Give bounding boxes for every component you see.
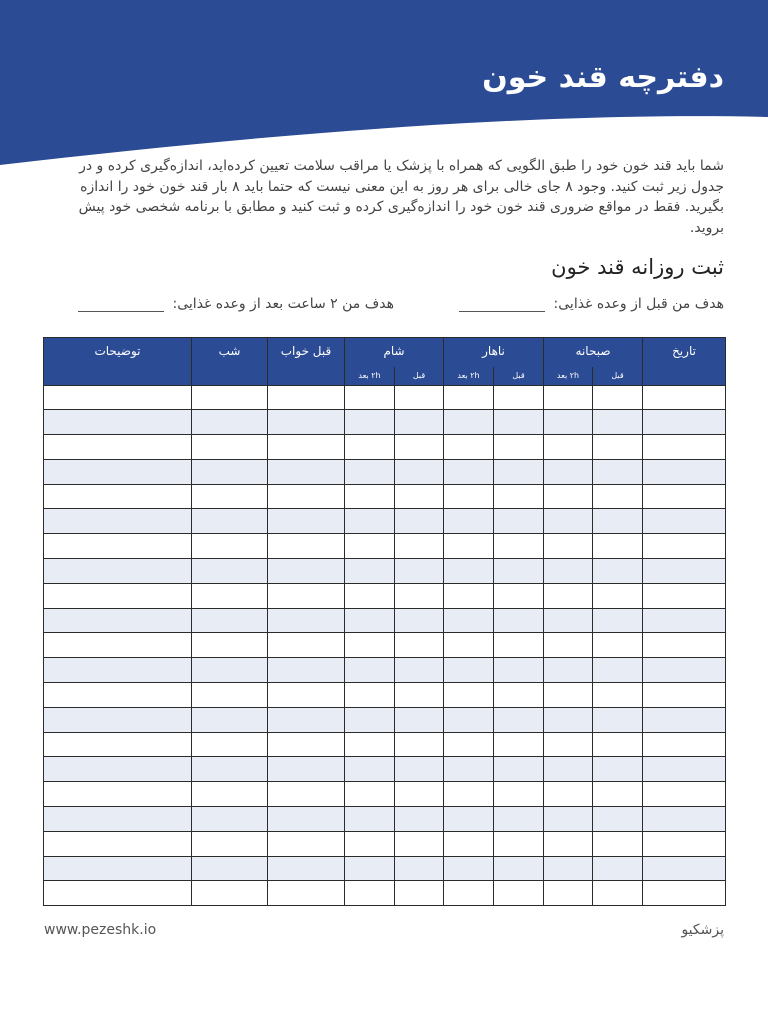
table-cell[interactable]: [268, 658, 345, 683]
table-cell[interactable]: [444, 732, 494, 757]
table-cell[interactable]: [395, 459, 444, 484]
table-cell[interactable]: [345, 559, 395, 584]
header-night: شب: [192, 338, 268, 386]
table-cell[interactable]: [268, 881, 345, 906]
table-cell[interactable]: [192, 608, 268, 633]
table-cell[interactable]: [192, 484, 268, 509]
table-cell[interactable]: [345, 782, 395, 807]
table-cell[interactable]: [444, 633, 494, 658]
table-cell[interactable]: [494, 658, 544, 683]
table-cell[interactable]: [192, 831, 268, 856]
table-cell[interactable]: [395, 807, 444, 832]
table-cell[interactable]: [268, 410, 345, 435]
table-cell[interactable]: [593, 856, 643, 881]
table-cell[interactable]: [544, 534, 593, 559]
table-cell[interactable]: [494, 435, 544, 460]
sub-header-after: ۲h بعد: [544, 367, 593, 386]
table-cell[interactable]: [395, 410, 444, 435]
table-cell[interactable]: [192, 881, 268, 906]
table-cell[interactable]: [395, 484, 444, 509]
header-dinner: شام: [345, 338, 444, 367]
table-cell[interactable]: [593, 583, 643, 608]
table-cell[interactable]: [44, 583, 192, 608]
table-row: [44, 435, 726, 460]
target-after-meal-blank[interactable]: [78, 299, 164, 312]
table-cell[interactable]: [345, 385, 395, 410]
table-cell[interactable]: [268, 683, 345, 708]
table-cell[interactable]: [268, 385, 345, 410]
table-cell[interactable]: [544, 385, 593, 410]
table-cell[interactable]: [494, 807, 544, 832]
table-cell[interactable]: [643, 459, 726, 484]
table-cell[interactable]: [643, 608, 726, 633]
table-cell[interactable]: [345, 509, 395, 534]
table-cell[interactable]: [643, 782, 726, 807]
table-cell[interactable]: [268, 435, 345, 460]
table-cell[interactable]: [593, 509, 643, 534]
table-cell[interactable]: [345, 831, 395, 856]
footer-url[interactable]: www.pezeshk.io: [44, 922, 157, 938]
table-row: [44, 459, 726, 484]
target-before-meal: [459, 296, 724, 312]
table-cell[interactable]: [593, 757, 643, 782]
table-cell[interactable]: [593, 608, 643, 633]
table-cell[interactable]: [444, 683, 494, 708]
table-cell[interactable]: [192, 782, 268, 807]
table-cell[interactable]: [444, 707, 494, 732]
table-cell[interactable]: [395, 707, 444, 732]
table-cell[interactable]: [544, 757, 593, 782]
header-notes: توضیحات: [44, 338, 192, 386]
table-cell[interactable]: [268, 484, 345, 509]
table-cell[interactable]: [494, 459, 544, 484]
table-cell[interactable]: [593, 807, 643, 832]
table-cell[interactable]: [345, 658, 395, 683]
table-cell[interactable]: [643, 683, 726, 708]
table-cell[interactable]: [192, 856, 268, 881]
table-cell[interactable]: [593, 559, 643, 584]
table-cell[interactable]: [345, 856, 395, 881]
table-cell[interactable]: [593, 782, 643, 807]
table-cell[interactable]: [593, 633, 643, 658]
table-cell[interactable]: [593, 385, 643, 410]
table-cell[interactable]: [544, 831, 593, 856]
table-cell[interactable]: [544, 683, 593, 708]
table-cell[interactable]: [444, 856, 494, 881]
target-before-meal-label: هدف من قبل از وعده غذایی:: [553, 296, 724, 312]
table-cell[interactable]: [494, 385, 544, 410]
table-row: [44, 509, 726, 534]
table-cell[interactable]: [44, 782, 192, 807]
table-cell[interactable]: [643, 534, 726, 559]
section-title: ثبت روزانه قند خون: [551, 255, 724, 279]
table-cell[interactable]: [444, 583, 494, 608]
table-cell[interactable]: [444, 559, 494, 584]
table-cell[interactable]: [643, 807, 726, 832]
table-cell[interactable]: [444, 385, 494, 410]
table-cell[interactable]: [593, 683, 643, 708]
table-cell[interactable]: [345, 534, 395, 559]
table-cell[interactable]: [345, 608, 395, 633]
table-cell[interactable]: [192, 732, 268, 757]
table-row: [44, 856, 726, 881]
table-cell[interactable]: [345, 807, 395, 832]
table-cell[interactable]: [395, 683, 444, 708]
table-cell[interactable]: [444, 435, 494, 460]
table-row: [44, 583, 726, 608]
table-cell[interactable]: [593, 707, 643, 732]
table-cell[interactable]: [192, 459, 268, 484]
table-cell[interactable]: [268, 831, 345, 856]
table-cell[interactable]: [44, 435, 192, 460]
table-cell[interactable]: [345, 633, 395, 658]
table-cell[interactable]: [44, 484, 192, 509]
sub-header-before: قبل: [494, 367, 544, 386]
table-row: [44, 633, 726, 658]
table-cell[interactable]: [345, 484, 395, 509]
table-cell[interactable]: [643, 410, 726, 435]
table-cell[interactable]: [494, 534, 544, 559]
table-cell[interactable]: [268, 534, 345, 559]
table-row: [44, 410, 726, 435]
table-cell[interactable]: [643, 633, 726, 658]
table-cell[interactable]: [494, 509, 544, 534]
table-row: [44, 683, 726, 708]
table-cell[interactable]: [444, 757, 494, 782]
table-cell[interactable]: [444, 410, 494, 435]
table-cell[interactable]: [268, 732, 345, 757]
table-cell[interactable]: [395, 559, 444, 584]
table-cell[interactable]: [593, 658, 643, 683]
sub-header-before: قبل: [593, 367, 643, 386]
table-cell[interactable]: [395, 435, 444, 460]
table-cell[interactable]: [44, 683, 192, 708]
table-cell[interactable]: [395, 509, 444, 534]
table-cell[interactable]: [544, 782, 593, 807]
table-cell[interactable]: [544, 583, 593, 608]
table-cell[interactable]: [444, 534, 494, 559]
table-cell[interactable]: [345, 757, 395, 782]
table-cell[interactable]: [44, 608, 192, 633]
table-cell[interactable]: [494, 583, 544, 608]
table-cell[interactable]: [544, 658, 593, 683]
table-cell[interactable]: [192, 757, 268, 782]
target-after-meal-label: هدف من ۲ ساعت بعد از وعده غذایی:: [172, 296, 394, 312]
table-cell[interactable]: [395, 633, 444, 658]
table-cell[interactable]: [395, 856, 444, 881]
table-cell[interactable]: [44, 559, 192, 584]
table-cell[interactable]: [268, 757, 345, 782]
table-cell[interactable]: [444, 831, 494, 856]
table-cell[interactable]: [544, 707, 593, 732]
table-cell[interactable]: [494, 683, 544, 708]
table-cell[interactable]: [44, 385, 192, 410]
table-cell[interactable]: [444, 484, 494, 509]
table-cell[interactable]: [268, 633, 345, 658]
table-cell[interactable]: [268, 707, 345, 732]
table-cell[interactable]: [44, 707, 192, 732]
table-row: [44, 484, 726, 509]
table-cell[interactable]: [593, 831, 643, 856]
footer-brand: پزشکیو: [681, 922, 724, 938]
table-cell[interactable]: [345, 459, 395, 484]
table-cell[interactable]: [444, 807, 494, 832]
table-cell[interactable]: [44, 658, 192, 683]
table-cell[interactable]: [544, 633, 593, 658]
table-row: [44, 559, 726, 584]
table-row: [44, 608, 726, 633]
table-cell[interactable]: [192, 683, 268, 708]
table-cell[interactable]: [643, 732, 726, 757]
table-row: [44, 658, 726, 683]
table-cell[interactable]: [593, 881, 643, 906]
table-cell[interactable]: [494, 608, 544, 633]
table-cell[interactable]: [192, 435, 268, 460]
header-lunch: ناهار: [444, 338, 544, 367]
table-cell[interactable]: [44, 509, 192, 534]
table-cell[interactable]: [544, 807, 593, 832]
table-cell[interactable]: [192, 534, 268, 559]
header-before-sleep: قبل خواب: [268, 338, 345, 386]
table-cell[interactable]: [345, 683, 395, 708]
table-cell[interactable]: [44, 633, 192, 658]
table-cell[interactable]: [544, 459, 593, 484]
table-cell[interactable]: [544, 881, 593, 906]
table-cell[interactable]: [544, 509, 593, 534]
table-cell[interactable]: [544, 435, 593, 460]
table-cell[interactable]: [192, 807, 268, 832]
table-cell[interactable]: [544, 559, 593, 584]
target-before-meal-blank[interactable]: [459, 299, 545, 312]
table-cell[interactable]: [192, 509, 268, 534]
table-cell[interactable]: [268, 459, 345, 484]
table-cell[interactable]: [44, 757, 192, 782]
table-cell[interactable]: [643, 707, 726, 732]
table-cell[interactable]: [268, 509, 345, 534]
table-cell[interactable]: [345, 410, 395, 435]
table-cell[interactable]: [494, 484, 544, 509]
table-cell[interactable]: [395, 534, 444, 559]
table-cell[interactable]: [395, 658, 444, 683]
table-row: [44, 782, 726, 807]
table-cell[interactable]: [494, 856, 544, 881]
table-cell[interactable]: [643, 509, 726, 534]
table-cell[interactable]: [593, 435, 643, 460]
table-cell[interactable]: [345, 435, 395, 460]
table-cell[interactable]: [494, 831, 544, 856]
table-cell[interactable]: [494, 633, 544, 658]
table-cell[interactable]: [395, 881, 444, 906]
table-cell[interactable]: [345, 732, 395, 757]
table-cell[interactable]: [593, 410, 643, 435]
table-cell[interactable]: [192, 633, 268, 658]
table-cell[interactable]: [395, 385, 444, 410]
table-row: [44, 831, 726, 856]
table-cell[interactable]: [268, 608, 345, 633]
table-cell[interactable]: [494, 881, 544, 906]
table-cell[interactable]: [345, 881, 395, 906]
target-after-meal: [78, 296, 394, 312]
table-cell[interactable]: [395, 583, 444, 608]
table-cell[interactable]: [444, 881, 494, 906]
table-cell[interactable]: [494, 757, 544, 782]
table-cell[interactable]: [643, 484, 726, 509]
table-cell[interactable]: [268, 559, 345, 584]
targets-row: [44, 296, 724, 316]
sub-header-after: ۲h بعد: [444, 367, 494, 386]
table-cell[interactable]: [494, 559, 544, 584]
table-cell[interactable]: [544, 608, 593, 633]
table-cell[interactable]: [345, 583, 395, 608]
page-title: دفترچه قند خون: [482, 60, 724, 95]
table-cell[interactable]: [44, 459, 192, 484]
glucose-log-table: [43, 337, 726, 906]
table-cell[interactable]: [593, 459, 643, 484]
table-cell[interactable]: [444, 509, 494, 534]
table-cell[interactable]: [544, 856, 593, 881]
table-cell[interactable]: [593, 534, 643, 559]
table-cell[interactable]: [643, 831, 726, 856]
table-cell[interactable]: [444, 608, 494, 633]
sub-header-after: ۲h بعد: [345, 367, 395, 386]
table-cell[interactable]: [44, 807, 192, 832]
table-cell[interactable]: [192, 707, 268, 732]
table-cell[interactable]: [544, 484, 593, 509]
table-cell[interactable]: [593, 732, 643, 757]
table-cell[interactable]: [395, 831, 444, 856]
table-cell[interactable]: [268, 807, 345, 832]
table-cell[interactable]: [643, 385, 726, 410]
intro-text: شما باید قند خون خود را طبق الگویی که همراه با پزشک یا مراقب سلامت تعیین کرده‌اید، اندازه‌گیری کرده و در جدول زیر ثبت کنید. وجود ۸ جای خالی برای هر روز به این معنی نیست که حتما باید ۸ بار قند خون خود را اندازه بگیرید. فقط در مواقع ضروری قند خون خود را اندازه‌گیری کرده و ثبت کنید و مطابق با برنامه شخصی خود پیش بروید.: [78, 158, 724, 236]
table-cell[interactable]: [395, 757, 444, 782]
table-cell[interactable]: [44, 732, 192, 757]
table-cell[interactable]: [544, 410, 593, 435]
table-cell[interactable]: [643, 559, 726, 584]
table-cell[interactable]: [593, 484, 643, 509]
table-cell[interactable]: [643, 658, 726, 683]
table-row: [44, 757, 726, 782]
table-row: [44, 707, 726, 732]
table-cell[interactable]: [44, 856, 192, 881]
table-cell[interactable]: [44, 881, 192, 906]
table-cell[interactable]: [444, 782, 494, 807]
table-cell[interactable]: [494, 732, 544, 757]
table-cell[interactable]: [192, 658, 268, 683]
table-cell[interactable]: [643, 757, 726, 782]
table-cell[interactable]: [643, 856, 726, 881]
table-cell[interactable]: [268, 856, 345, 881]
table-cell[interactable]: [643, 583, 726, 608]
table-cell[interactable]: [192, 385, 268, 410]
table-cell[interactable]: [44, 534, 192, 559]
table-cell[interactable]: [494, 707, 544, 732]
table-cell[interactable]: [44, 410, 192, 435]
table-row: [44, 732, 726, 757]
table-cell[interactable]: [268, 782, 345, 807]
table-cell[interactable]: [444, 658, 494, 683]
table-cell[interactable]: [395, 782, 444, 807]
table-cell[interactable]: [643, 881, 726, 906]
table-cell[interactable]: [494, 782, 544, 807]
table-row: [44, 807, 726, 832]
sub-header-before: قبل: [395, 367, 444, 386]
table-row: [44, 385, 726, 410]
table-cell[interactable]: [444, 459, 494, 484]
table-cell[interactable]: [643, 435, 726, 460]
table-cell[interactable]: [192, 583, 268, 608]
header-date: تاریخ: [643, 338, 726, 386]
table-row: [44, 534, 726, 559]
table-cell[interactable]: [345, 707, 395, 732]
header-breakfast: صبحانه: [544, 338, 643, 367]
table-cell[interactable]: [544, 732, 593, 757]
table-cell[interactable]: [395, 608, 444, 633]
log-body: [44, 385, 726, 906]
table-cell[interactable]: [192, 559, 268, 584]
table-row: [44, 881, 726, 906]
table-cell[interactable]: [395, 732, 444, 757]
table-cell[interactable]: [494, 410, 544, 435]
table-cell[interactable]: [268, 583, 345, 608]
table-cell[interactable]: [44, 831, 192, 856]
table-cell[interactable]: [192, 410, 268, 435]
